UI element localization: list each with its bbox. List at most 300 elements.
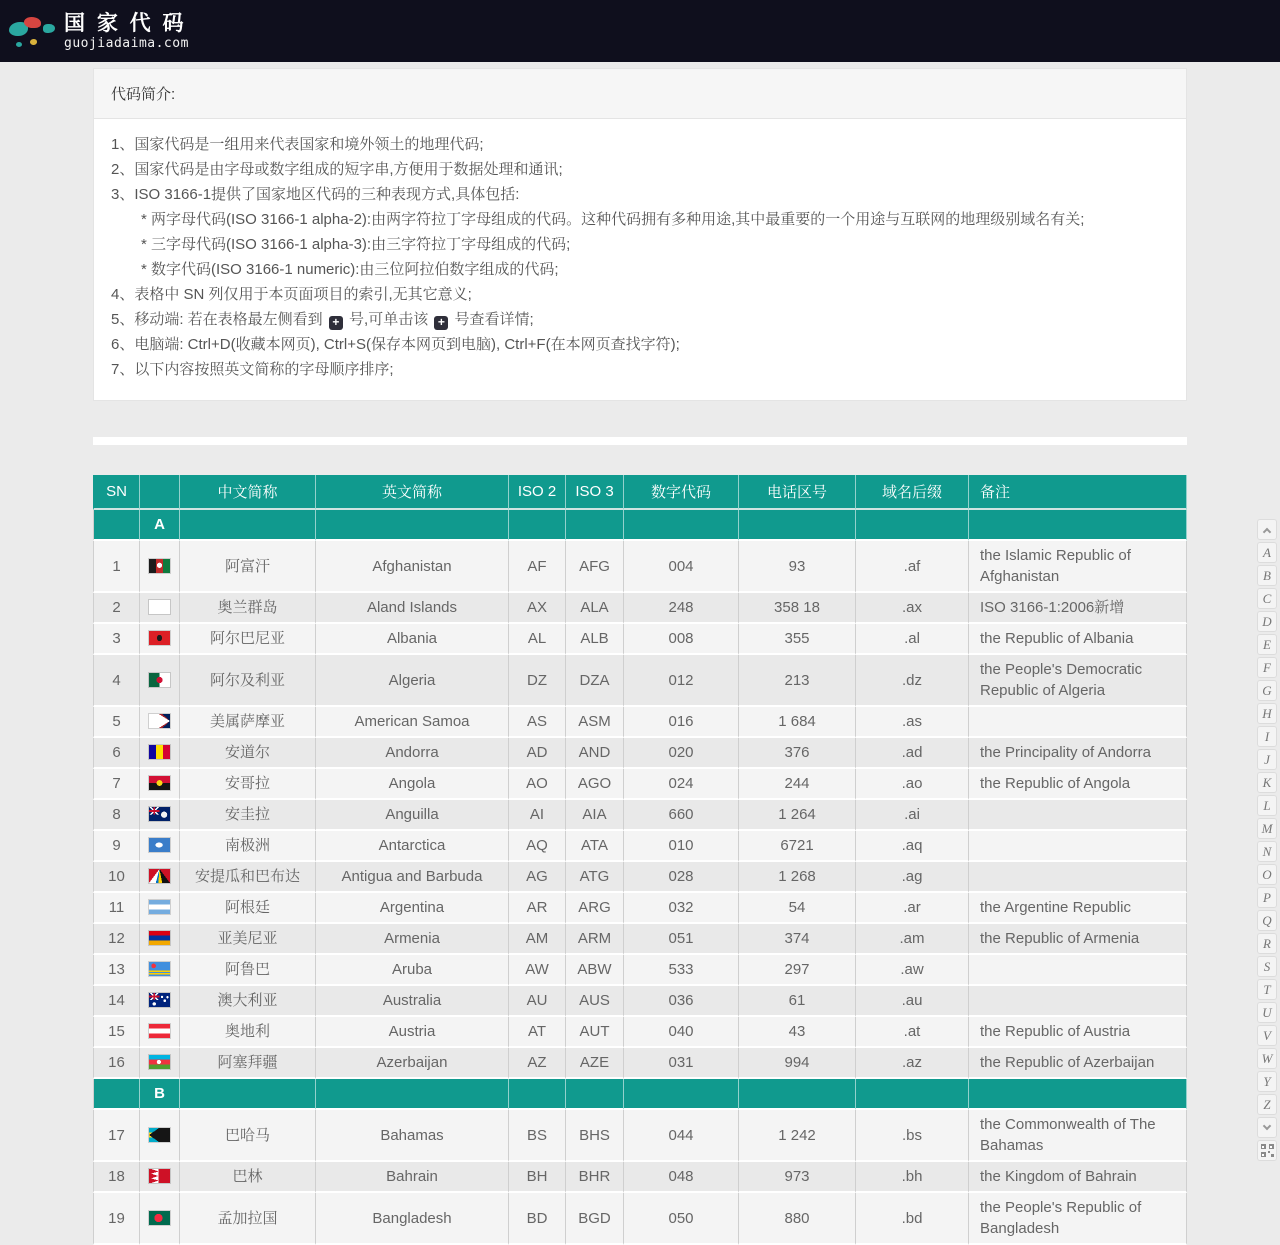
cell-en: Afghanistan bbox=[316, 541, 509, 593]
cell-sn: 9 bbox=[93, 831, 140, 862]
cell-num: 008 bbox=[624, 624, 739, 655]
cell-domain: .af bbox=[856, 541, 969, 593]
country-row-australia bbox=[93, 986, 1187, 1017]
cell-iso2: AI bbox=[509, 800, 566, 831]
cell-tel: 374 bbox=[739, 924, 856, 955]
section-letter: B bbox=[140, 1079, 180, 1110]
cell-cn: 奥兰群岛 bbox=[180, 593, 316, 624]
main-content bbox=[93, 68, 1187, 1245]
cell-num: 044 bbox=[624, 1110, 739, 1162]
cell-remark: the Commonwealth of The Bahamas bbox=[969, 1110, 1187, 1162]
cell-cn: 安哥拉 bbox=[180, 769, 316, 800]
cell-sn: 1 bbox=[93, 541, 140, 593]
cell-flag bbox=[140, 769, 180, 800]
flag-angola bbox=[149, 776, 170, 790]
cell-iso3: BHR bbox=[566, 1162, 624, 1193]
intro-line: 4、表格中 SN 列仅用于本页面项目的索引,无其它意义; bbox=[111, 286, 472, 303]
cell-sn: 17 bbox=[93, 1110, 140, 1162]
alpha-nav-b[interactable] bbox=[1257, 565, 1277, 586]
section-cell bbox=[969, 1079, 1187, 1110]
section-cell bbox=[739, 510, 856, 541]
cell-cn: 澳大利亚 bbox=[180, 986, 316, 1017]
alpha-letter-label: M bbox=[1261, 820, 1273, 836]
cell-cn: 孟加拉国 bbox=[180, 1193, 316, 1245]
cell-flag bbox=[140, 1048, 180, 1079]
country-row-aland-islands bbox=[93, 593, 1187, 624]
cell-num: 248 bbox=[624, 593, 739, 624]
alpha-nav-c[interactable] bbox=[1257, 588, 1277, 609]
flag-australia bbox=[149, 993, 170, 1007]
cell-flag bbox=[140, 831, 180, 862]
cell-iso3: AFG bbox=[566, 541, 624, 593]
cell-en: Aland Islands bbox=[316, 593, 509, 624]
cell-en: Australia bbox=[316, 986, 509, 1017]
section-letter: A bbox=[140, 510, 180, 541]
country-row-austria bbox=[93, 1017, 1187, 1048]
cell-iso3: AUS bbox=[566, 986, 624, 1017]
intro-line: 5、移动端: 若在表格最左侧看到 + 号,可单击该 + 号查看详情; bbox=[111, 311, 534, 329]
country-row-antigua-and-barbuda bbox=[93, 862, 1187, 893]
cell-en: American Samoa bbox=[316, 707, 509, 738]
flag-bahrain bbox=[149, 1169, 170, 1183]
alpha-nav-s[interactable] bbox=[1257, 956, 1277, 977]
alpha-letter-label: K bbox=[1262, 774, 1272, 790]
cell-num: 051 bbox=[624, 924, 739, 955]
section-cell bbox=[316, 510, 509, 541]
scroll-down-button[interactable] bbox=[1257, 1117, 1277, 1138]
flag-antarctica bbox=[149, 838, 170, 852]
alpha-nav-g[interactable] bbox=[1257, 680, 1277, 701]
alpha-letter-label: W bbox=[1261, 1050, 1273, 1066]
alpha-nav-a[interactable] bbox=[1257, 542, 1277, 563]
country-row-aruba bbox=[93, 955, 1187, 986]
cell-cn: 南极洲 bbox=[180, 831, 316, 862]
qr-code-icon bbox=[1261, 1144, 1274, 1157]
cell-en: Aruba bbox=[316, 955, 509, 986]
section-cell bbox=[316, 1079, 509, 1110]
alpha-letter-label: G bbox=[1262, 682, 1272, 698]
country-row-angola bbox=[93, 769, 1187, 800]
cell-remark: the Republic of Albania bbox=[969, 624, 1187, 655]
cell-domain: .aq bbox=[856, 831, 969, 862]
col-header-cn: 中文简称 bbox=[180, 475, 316, 510]
table-header-row bbox=[93, 475, 1187, 510]
cell-cn: 阿尔及利亚 bbox=[180, 655, 316, 707]
country-row-antarctica bbox=[93, 831, 1187, 862]
alpha-nav-w[interactable] bbox=[1257, 1048, 1277, 1069]
alpha-nav-h[interactable] bbox=[1257, 703, 1277, 724]
cell-sn: 10 bbox=[93, 862, 140, 893]
section-cell bbox=[856, 1079, 969, 1110]
plus-icon: + bbox=[434, 316, 448, 330]
cell-sn: 14 bbox=[93, 986, 140, 1017]
cell-iso3: ARM bbox=[566, 924, 624, 955]
section-cell bbox=[969, 510, 1187, 541]
alpha-letter-label: Z bbox=[1263, 1096, 1271, 1112]
cell-num: 040 bbox=[624, 1017, 739, 1048]
alphabet-nav bbox=[1257, 519, 1277, 1161]
cell-num: 660 bbox=[624, 800, 739, 831]
flag-andorra bbox=[149, 745, 170, 759]
col-header-sn: SN bbox=[93, 475, 140, 510]
alpha-letter-label: E bbox=[1263, 636, 1271, 652]
cell-remark: the Republic of Angola bbox=[969, 769, 1187, 800]
country-row-albania bbox=[93, 624, 1187, 655]
section-row-a bbox=[93, 510, 1187, 541]
cell-num: 533 bbox=[624, 955, 739, 986]
cell-iso2: AF bbox=[509, 541, 566, 593]
alpha-nav-u[interactable] bbox=[1257, 1002, 1277, 1023]
alpha-nav-d[interactable] bbox=[1257, 611, 1277, 632]
cell-en: Andorra bbox=[316, 738, 509, 769]
site-domain: guojiadaima.com bbox=[64, 35, 189, 51]
cell-remark bbox=[969, 986, 1187, 1017]
alpha-nav-p[interactable] bbox=[1257, 887, 1277, 908]
cell-num: 020 bbox=[624, 738, 739, 769]
intro-body bbox=[94, 119, 1186, 400]
intro-line: 6、电脑端: Ctrl+D(收藏本网页), Ctrl+S(保存本网页到电脑), Ctrl+F(在本网页查找字符); bbox=[111, 336, 680, 353]
cell-cn: 阿根廷 bbox=[180, 893, 316, 924]
cell-iso2: AS bbox=[509, 707, 566, 738]
section-cell bbox=[566, 510, 624, 541]
cell-sn: 2 bbox=[93, 593, 140, 624]
cell-remark: the Principality of Andorra bbox=[969, 738, 1187, 769]
cell-iso2: AL bbox=[509, 624, 566, 655]
section-cell bbox=[739, 1079, 856, 1110]
cell-domain: .am bbox=[856, 924, 969, 955]
cell-num: 031 bbox=[624, 1048, 739, 1079]
cell-iso2: AM bbox=[509, 924, 566, 955]
cell-flag bbox=[140, 738, 180, 769]
cell-en: Bangladesh bbox=[316, 1193, 509, 1245]
chevron-down-icon bbox=[1263, 1122, 1271, 1130]
cell-iso3: AND bbox=[566, 738, 624, 769]
cell-iso2: AG bbox=[509, 862, 566, 893]
cell-remark: the People's Republic of Bangladesh bbox=[969, 1193, 1187, 1245]
cell-iso3: AGO bbox=[566, 769, 624, 800]
cell-domain: .ad bbox=[856, 738, 969, 769]
intro-panel bbox=[93, 68, 1187, 401]
cell-domain: .ai bbox=[856, 800, 969, 831]
cell-en: Bahrain bbox=[316, 1162, 509, 1193]
cell-sn: 6 bbox=[93, 738, 140, 769]
flag-aruba bbox=[149, 962, 170, 976]
section-cell bbox=[93, 510, 140, 541]
intro-line: 3、ISO 3166-1提供了国家地区代码的三种表现方式,具体包括: bbox=[111, 186, 520, 203]
cell-tel: 1 264 bbox=[739, 800, 856, 831]
alpha-letter-label: F bbox=[1263, 659, 1271, 675]
alpha-nav-i[interactable] bbox=[1257, 726, 1277, 747]
scroll-up-button[interactable] bbox=[1257, 519, 1277, 540]
cell-iso3: AIA bbox=[566, 800, 624, 831]
cell-iso3: DZA bbox=[566, 655, 624, 707]
col-header-domain: 域名后缀 bbox=[856, 475, 969, 510]
cell-iso2: BS bbox=[509, 1110, 566, 1162]
cell-cn: 安圭拉 bbox=[180, 800, 316, 831]
qr-code-button[interactable] bbox=[1257, 1140, 1277, 1161]
alpha-nav-e[interactable] bbox=[1257, 634, 1277, 655]
cell-remark: the Argentine Republic bbox=[969, 893, 1187, 924]
alpha-letter-label: H bbox=[1262, 705, 1272, 721]
cell-iso3: AZE bbox=[566, 1048, 624, 1079]
col-header-en: 英文简称 bbox=[316, 475, 509, 510]
alpha-nav-o[interactable] bbox=[1257, 864, 1277, 885]
cell-flag bbox=[140, 862, 180, 893]
cell-en: Azerbaijan bbox=[316, 1048, 509, 1079]
cell-remark: the People's Democratic Republic of Algeria bbox=[969, 655, 1187, 707]
cell-sn: 16 bbox=[93, 1048, 140, 1079]
cell-num: 016 bbox=[624, 707, 739, 738]
flag-american-samoa bbox=[149, 714, 170, 728]
country-codes-table bbox=[93, 475, 1187, 1245]
alpha-letter-label: N bbox=[1262, 843, 1272, 859]
country-row-anguilla bbox=[93, 800, 1187, 831]
cell-cn: 美属萨摩亚 bbox=[180, 707, 316, 738]
country-row-bangladesh bbox=[93, 1193, 1187, 1245]
logo-text bbox=[64, 12, 189, 51]
intro-panel-title: 代码简介: bbox=[94, 69, 1186, 119]
cell-iso3: BHS bbox=[566, 1110, 624, 1162]
intro-line: * 两字母代码(ISO 3166-1 alpha-2):由两字符拉丁字母组成的代码。这种代码拥有多种用途,其中最重要的一个用途与互联网的地理级别域名有关; bbox=[141, 211, 1085, 228]
cell-iso2: AW bbox=[509, 955, 566, 986]
alpha-letter-label: O bbox=[1262, 866, 1272, 882]
col-header-iso2: ISO 2 bbox=[509, 475, 566, 510]
cell-flag bbox=[140, 707, 180, 738]
alpha-nav-k[interactable] bbox=[1257, 772, 1277, 793]
cell-domain: .ao bbox=[856, 769, 969, 800]
cell-tel: 994 bbox=[739, 1048, 856, 1079]
cell-domain: .dz bbox=[856, 655, 969, 707]
country-row-andorra bbox=[93, 738, 1187, 769]
cell-sn: 8 bbox=[93, 800, 140, 831]
alpha-nav-t[interactable] bbox=[1257, 979, 1277, 1000]
cell-sn: 19 bbox=[93, 1193, 140, 1245]
cell-sn: 3 bbox=[93, 624, 140, 655]
cell-cn: 奥地利 bbox=[180, 1017, 316, 1048]
cell-num: 048 bbox=[624, 1162, 739, 1193]
cell-tel: 297 bbox=[739, 955, 856, 986]
flag-aland-islands bbox=[149, 600, 170, 614]
chevron-up-icon bbox=[1263, 527, 1271, 535]
alpha-nav-q[interactable] bbox=[1257, 910, 1277, 931]
country-row-algeria bbox=[93, 655, 1187, 707]
cell-num: 032 bbox=[624, 893, 739, 924]
cell-tel: 973 bbox=[739, 1162, 856, 1193]
alpha-letter-label: J bbox=[1264, 751, 1270, 767]
cell-remark: the Republic of Armenia bbox=[969, 924, 1187, 955]
cell-num: 010 bbox=[624, 831, 739, 862]
cell-iso2: AU bbox=[509, 986, 566, 1017]
section-cell bbox=[93, 1079, 140, 1110]
cell-tel: 93 bbox=[739, 541, 856, 593]
cell-en: Armenia bbox=[316, 924, 509, 955]
cell-iso3: AUT bbox=[566, 1017, 624, 1048]
flag-austria bbox=[149, 1024, 170, 1038]
cell-tel: 6721 bbox=[739, 831, 856, 862]
cell-cn: 巴哈马 bbox=[180, 1110, 316, 1162]
cell-flag bbox=[140, 655, 180, 707]
cell-num: 036 bbox=[624, 986, 739, 1017]
cell-remark bbox=[969, 862, 1187, 893]
cell-iso2: AT bbox=[509, 1017, 566, 1048]
cell-sn: 4 bbox=[93, 655, 140, 707]
alpha-letter-label: A bbox=[1263, 544, 1271, 560]
flag-afghanistan bbox=[149, 559, 170, 573]
cell-tel: 376 bbox=[739, 738, 856, 769]
cell-iso2: BH bbox=[509, 1162, 566, 1193]
cell-iso3: ABW bbox=[566, 955, 624, 986]
cell-num: 028 bbox=[624, 862, 739, 893]
cell-iso3: ARG bbox=[566, 893, 624, 924]
section-row-b bbox=[93, 1079, 1187, 1110]
cell-iso3: ALB bbox=[566, 624, 624, 655]
cell-cn: 阿富汗 bbox=[180, 541, 316, 593]
alpha-nav-l[interactable] bbox=[1257, 795, 1277, 816]
country-row-bahamas bbox=[93, 1110, 1187, 1162]
cell-domain: .bd bbox=[856, 1193, 969, 1245]
cell-domain: .at bbox=[856, 1017, 969, 1048]
cell-tel: 244 bbox=[739, 769, 856, 800]
cell-flag bbox=[140, 800, 180, 831]
alpha-letter-label: C bbox=[1262, 590, 1272, 606]
cell-domain: .au bbox=[856, 986, 969, 1017]
section-cell bbox=[624, 1079, 739, 1110]
alpha-nav-y[interactable] bbox=[1257, 1071, 1277, 1092]
section-cell bbox=[624, 510, 739, 541]
cell-cn: 阿尔巴尼亚 bbox=[180, 624, 316, 655]
divider-strip bbox=[93, 437, 1187, 445]
col-header-iso3: ISO 3 bbox=[566, 475, 624, 510]
alpha-letter-label: L bbox=[1263, 797, 1271, 813]
alpha-letter-label: D bbox=[1262, 613, 1272, 629]
section-cell bbox=[180, 510, 316, 541]
col-header-flag bbox=[140, 475, 180, 510]
cell-num: 050 bbox=[624, 1193, 739, 1245]
section-cell bbox=[856, 510, 969, 541]
cell-flag bbox=[140, 541, 180, 593]
cell-cn: 阿塞拜疆 bbox=[180, 1048, 316, 1079]
cell-iso2: AX bbox=[509, 593, 566, 624]
alpha-letter-label: I bbox=[1264, 728, 1270, 744]
country-row-american-samoa bbox=[93, 707, 1187, 738]
cell-tel: 54 bbox=[739, 893, 856, 924]
cell-num: 024 bbox=[624, 769, 739, 800]
alpha-nav-z[interactable] bbox=[1257, 1094, 1277, 1115]
cell-domain: .aw bbox=[856, 955, 969, 986]
cell-num: 012 bbox=[624, 655, 739, 707]
cell-en: Anguilla bbox=[316, 800, 509, 831]
country-row-azerbaijan bbox=[93, 1048, 1187, 1079]
cell-flag bbox=[140, 986, 180, 1017]
cell-remark: the Republic of Azerbaijan bbox=[969, 1048, 1187, 1079]
cell-domain: .al bbox=[856, 624, 969, 655]
intro-line: 1、国家代码是一组用来代表国家和境外领土的地理代码; bbox=[111, 136, 484, 153]
col-header-num: 数字代码 bbox=[624, 475, 739, 510]
cell-tel: 880 bbox=[739, 1193, 856, 1245]
section-cell bbox=[509, 510, 566, 541]
cell-en: Algeria bbox=[316, 655, 509, 707]
alpha-letter-label: T bbox=[1263, 981, 1271, 997]
cell-iso3: ATA bbox=[566, 831, 624, 862]
alpha-letter-label: P bbox=[1263, 889, 1271, 905]
cell-tel: 61 bbox=[739, 986, 856, 1017]
alpha-letter-label: Q bbox=[1262, 912, 1272, 928]
cell-domain: .ar bbox=[856, 893, 969, 924]
flag-argentina bbox=[149, 900, 170, 914]
alpha-nav-n[interactable] bbox=[1257, 841, 1277, 862]
alpha-nav-v[interactable] bbox=[1257, 1025, 1277, 1046]
cell-sn: 18 bbox=[93, 1162, 140, 1193]
cell-iso2: BD bbox=[509, 1193, 566, 1245]
section-cell bbox=[180, 1079, 316, 1110]
cell-en: Bahamas bbox=[316, 1110, 509, 1162]
cell-iso3: ATG bbox=[566, 862, 624, 893]
country-row-afghanistan bbox=[93, 541, 1187, 593]
flag-anguilla bbox=[149, 807, 170, 821]
cell-domain: .az bbox=[856, 1048, 969, 1079]
cell-tel: 1 268 bbox=[739, 862, 856, 893]
cell-flag bbox=[140, 893, 180, 924]
site-header bbox=[0, 0, 1280, 62]
cell-domain: .ag bbox=[856, 862, 969, 893]
cell-cn: 安提瓜和巴布达 bbox=[180, 862, 316, 893]
cell-cn: 阿鲁巴 bbox=[180, 955, 316, 986]
cell-flag bbox=[140, 1193, 180, 1245]
cell-tel: 213 bbox=[739, 655, 856, 707]
cell-sn: 7 bbox=[93, 769, 140, 800]
cell-iso2: AD bbox=[509, 738, 566, 769]
alpha-nav-m[interactable] bbox=[1257, 818, 1277, 839]
cell-sn: 12 bbox=[93, 924, 140, 955]
flag-albania bbox=[149, 631, 170, 645]
cell-tel: 1 242 bbox=[739, 1110, 856, 1162]
cell-flag bbox=[140, 593, 180, 624]
alpha-letter-label: R bbox=[1263, 935, 1271, 951]
alpha-nav-j[interactable] bbox=[1257, 749, 1277, 770]
world-map-logo-icon bbox=[8, 14, 56, 48]
flag-antigua-and-barbuda bbox=[149, 869, 170, 883]
cell-domain: .bh bbox=[856, 1162, 969, 1193]
alpha-letter-label: S bbox=[1263, 958, 1271, 974]
cell-iso3: ASM bbox=[566, 707, 624, 738]
alpha-letter-label: U bbox=[1262, 1004, 1272, 1020]
intro-line: * 数字代码(ISO 3166-1 numeric):由三位阿拉伯数字组成的代码; bbox=[141, 261, 559, 278]
alpha-nav-f[interactable] bbox=[1257, 657, 1277, 678]
col-header-tel: 电话区号 bbox=[739, 475, 856, 510]
cell-sn: 15 bbox=[93, 1017, 140, 1048]
alpha-letter-label: B bbox=[1263, 567, 1271, 583]
alpha-nav-r[interactable] bbox=[1257, 933, 1277, 954]
cell-en: Albania bbox=[316, 624, 509, 655]
cell-iso3: BGD bbox=[566, 1193, 624, 1245]
cell-num: 004 bbox=[624, 541, 739, 593]
cell-cn: 安道尔 bbox=[180, 738, 316, 769]
section-cell bbox=[509, 1079, 566, 1110]
cell-iso3: ALA bbox=[566, 593, 624, 624]
cell-remark: the Islamic Republic of Afghanistan bbox=[969, 541, 1187, 593]
site-logo[interactable] bbox=[8, 12, 189, 51]
col-header-remark: 备注 bbox=[969, 475, 1187, 510]
cell-en: Argentina bbox=[316, 893, 509, 924]
cell-flag bbox=[140, 624, 180, 655]
cell-tel: 355 bbox=[739, 624, 856, 655]
alpha-letter-label: Y bbox=[1263, 1073, 1271, 1089]
flag-bangladesh bbox=[149, 1211, 170, 1225]
intro-line: 7、以下内容按照英文简称的字母顺序排序; bbox=[111, 361, 394, 378]
cell-iso2: AR bbox=[509, 893, 566, 924]
cell-remark: the Republic of Austria bbox=[969, 1017, 1187, 1048]
cell-tel: 43 bbox=[739, 1017, 856, 1048]
